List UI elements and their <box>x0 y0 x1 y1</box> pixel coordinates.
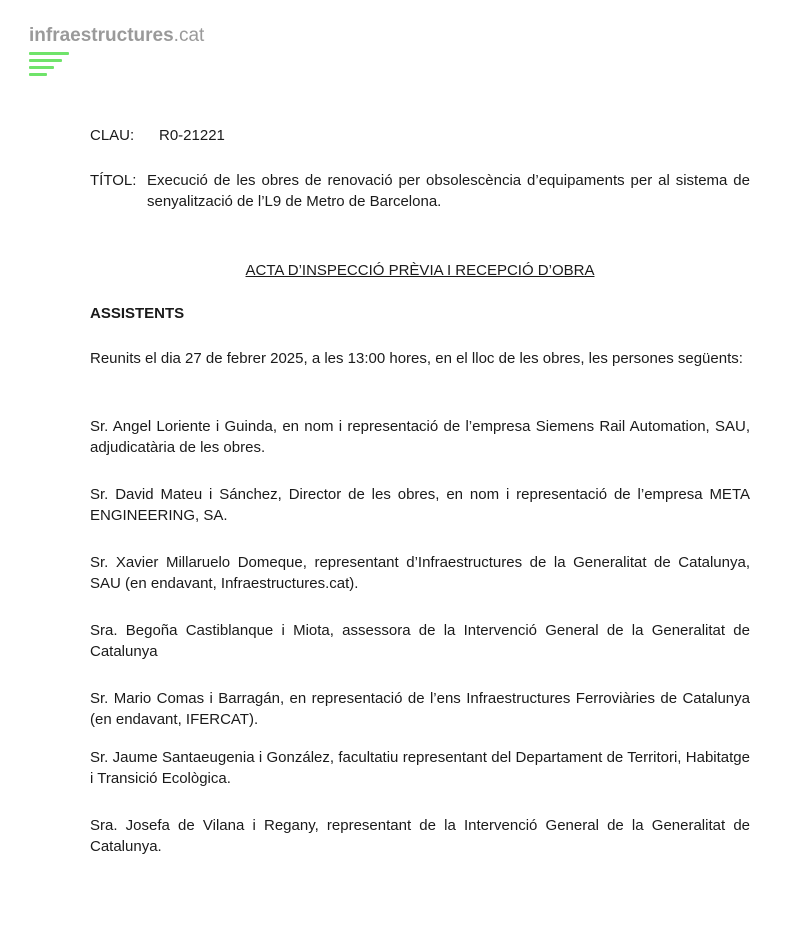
logo-bar <box>29 66 54 69</box>
attendee-paragraph: Sra. Josefa de Vilana i Regany, representant de la Intervenció General de la Generalitat de Catalunya. <box>90 817 750 855</box>
logo-name: infraestructures <box>29 25 174 46</box>
section-title: ASSISTENTS <box>90 305 185 322</box>
logo-bar <box>29 73 47 76</box>
document-title: ACTA D’INSPECCIÓ PRÈVIA I RECEPCIÓ D’OBRA <box>245 262 595 279</box>
attendee-paragraph: Sr. Jaume Santaeugenia i González, facultatiu representant del Departament de Territori, Habitatge i Transició Ecològica. <box>90 749 750 787</box>
attendee-paragraph: Sr. Angel Loriente i Guinda, en nom i representació de l’empresa Siemens Rail Automation, SAU, adjudicatària de les obres. <box>90 418 750 456</box>
attendee-paragraph: Sr. Xavier Millaruelo Domeque, representant d’Infraestructures de la Generalitat de Catalunya, SAU (en endavant, Infraestructures.cat). <box>90 554 750 592</box>
logo-bars-icon <box>29 52 204 76</box>
clau-row <box>90 125 750 146</box>
titol-label: TÍTOL: <box>90 172 137 189</box>
titol-row <box>90 170 750 212</box>
logo-wordmark <box>29 25 204 47</box>
attendee-paragraph: Sr. David Mateu i Sánchez, Director de les obres, en nom i representació de l’empresa META ENGINEERING, SA. <box>90 486 750 524</box>
attendee-paragraph: Sr. Mario Comas i Barragán, en representació de l’ens Infraestructures Ferroviàries de Catalunya (en endavant, IFERCAT). <box>90 690 750 728</box>
logo-bar <box>29 59 62 62</box>
attendee-paragraph: Sra. Begoña Castiblanque i Miota, assessora de la Intervenció General de la Generalitat de Catalunya <box>90 622 750 660</box>
intro-paragraph: Reunits el dia 27 de febrer 2025, a les 13:00 hores, en el lloc de les obres, les persones següents: <box>90 350 743 367</box>
company-logo <box>29 25 204 80</box>
logo-bar <box>29 52 69 55</box>
logo-suffix: .cat <box>173 25 205 46</box>
clau-value: R0-21221 <box>159 127 225 144</box>
titol-value: Execució de les obres de renovació per obsolescència d’equipaments per al sistema de senyalització de l’L9 de Metro de Barcelona. <box>147 172 750 210</box>
clau-label: CLAU: <box>90 127 135 144</box>
